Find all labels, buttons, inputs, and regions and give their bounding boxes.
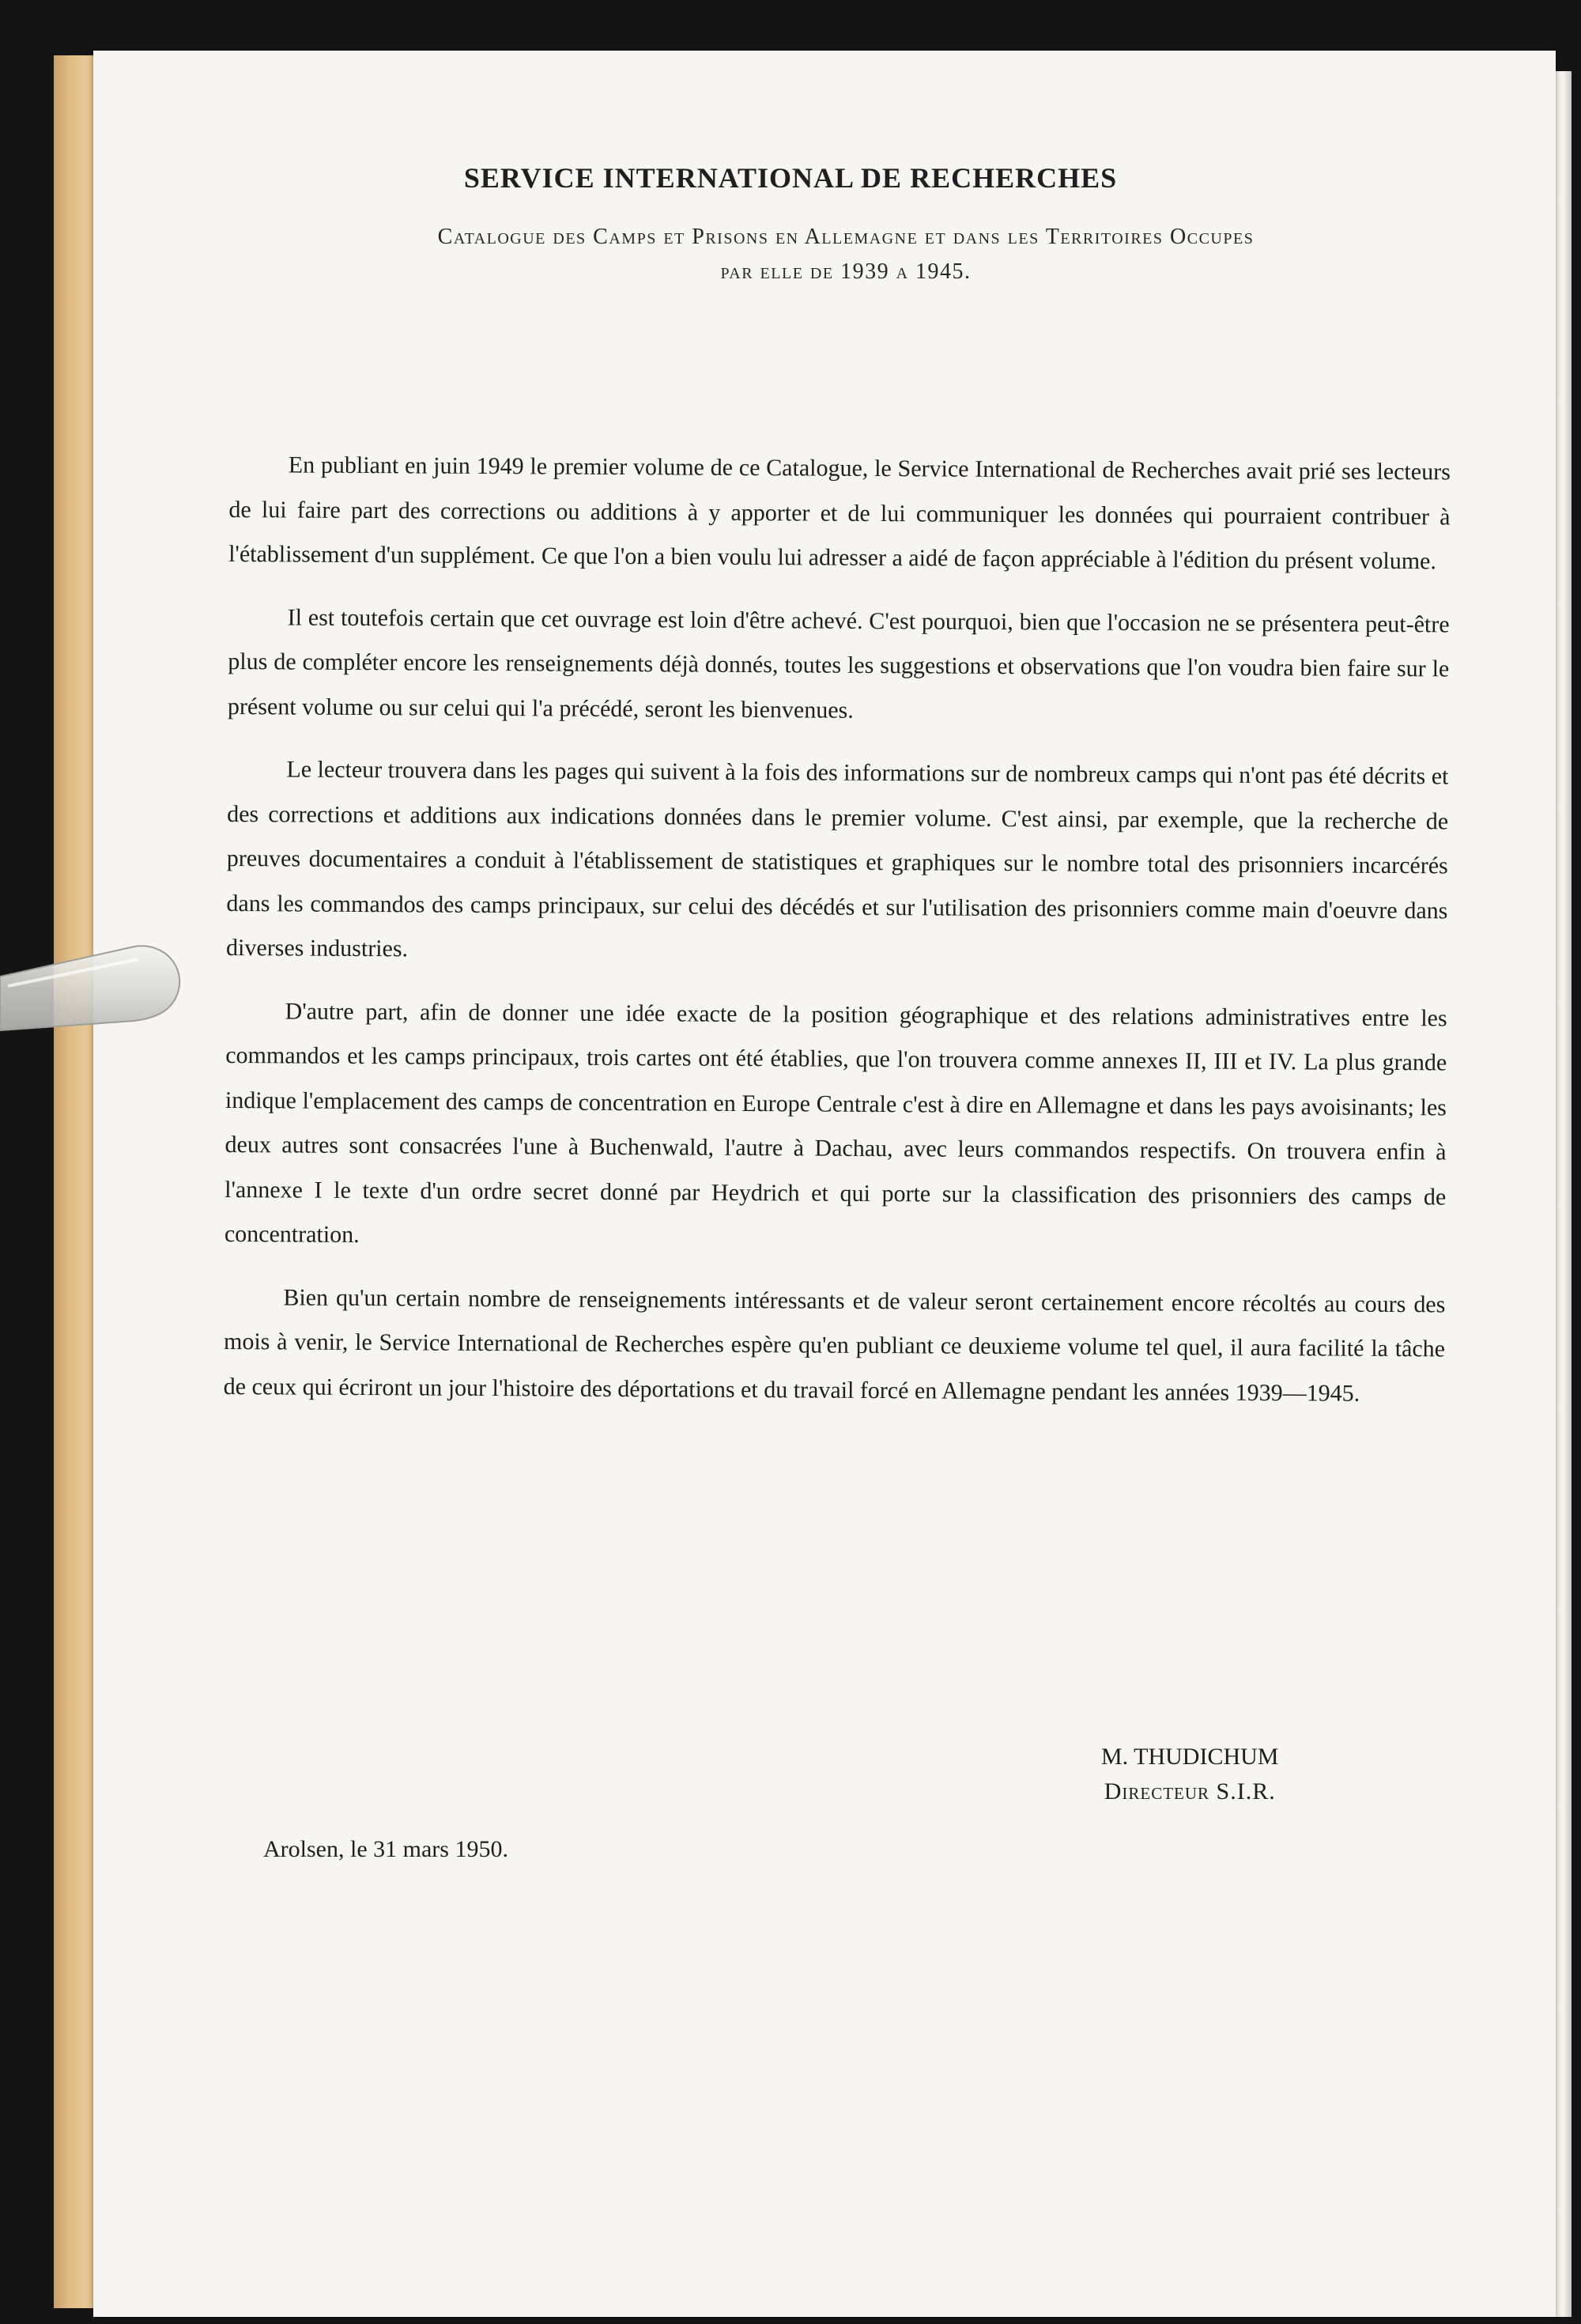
paragraph-1: En publiant en juin 1949 le premier volume de ce Catalogue, le Service International de Recherches avait prié ses lecteurs de lui faire part des corrections ou additions à y apporter et de lui communiquer les données qui pourraient contribuer à l'établissement d'un supplément. Ce que l'on a bien voulu lui adresser a aidé de façon appréciable à l'édition du présent volume. [228, 452, 1451, 575]
body-text [223, 443, 1451, 1434]
paragraph-4: D'autre part, afin de donner une idée exacte de la position géographique et des relations administratives entre les commandos et les camps principaux, trois cartes ont été établies, que l'on trouvera comme annexes II, III et IV. La plus grande indique l'emplacement des camps de concentration en Europe Centrale c'est à dire en Allemagne et dans les pays avoisinants; les deux autres sont consacrées l'une à Buchenwald, l'autre à Dachau, avec leurs commandos respectifs. On trouvera enfin à l'annexe I le texte d'un ordre secret donné par Heydrich et qui porte sur la classification des prisonniers des camps de concentration. [224, 997, 1447, 1249]
document-subtitle-line-2: par elle de 1939 a 1945. [720, 259, 972, 284]
paragraph-3: Le lecteur trouvera dans les pages qui suivent à la fois des informations sur de nombreux camps qui n'ont pas été décrits et des corrections et additions aux indications données dans le premier volume. C'est ainsi, par exemple, que la recherche de preuves documentaires a conduit à l'établissement de statistiques et graphiques sur le nombre total des prisonniers incarcérés dans les commandos des camps principaux, sur celui des décédés et sur l'utilisation des prisonniers comme main d'oeuvre dans diverses industries. [225, 756, 1449, 962]
transparent-page-clip [0, 945, 182, 1032]
place-and-date: Arolsen, le 31 mars 1950. [263, 1836, 508, 1862]
document-title: SERVICE INTERNATIONAL DE RECHERCHES [463, 162, 1118, 194]
document-subtitle-line-1: Catalogue des Camps et Prisons en Allemagne et dans les Territoires Occupes [437, 225, 1255, 249]
signature-name: M. THUDICHUM [1101, 1744, 1279, 1770]
paragraph-5: Bien qu'un certain nombre de renseignements intéressants et de valeur seront certainement encore récoltés au cours des mois à venir, le Service International de Recherches espère qu'en publiant ce deuxieme volume tel quel, il aura facilité la tâche de ceux qui écriront un jour l'histoire des déportations et du travail forcé en Allemagne pendant les années 1939—1945. [223, 1283, 1446, 1407]
signature-role: Directeur S.I.R. [1104, 1778, 1276, 1804]
signature-block [1101, 1740, 1278, 1809]
paragraph-2: Il est toutefois certain que cet ouvrage est loin d'être achevé. C'est pourquoi, bien que l'occasion ne se présentera peut-être plus de compléter encore les renseignements déjà donnés, toutes les suggestions et observations que l'on voudra bien faire sur le présent volume ou sur celui qui l'a précédé, seront les bienvenues. [227, 603, 1450, 724]
